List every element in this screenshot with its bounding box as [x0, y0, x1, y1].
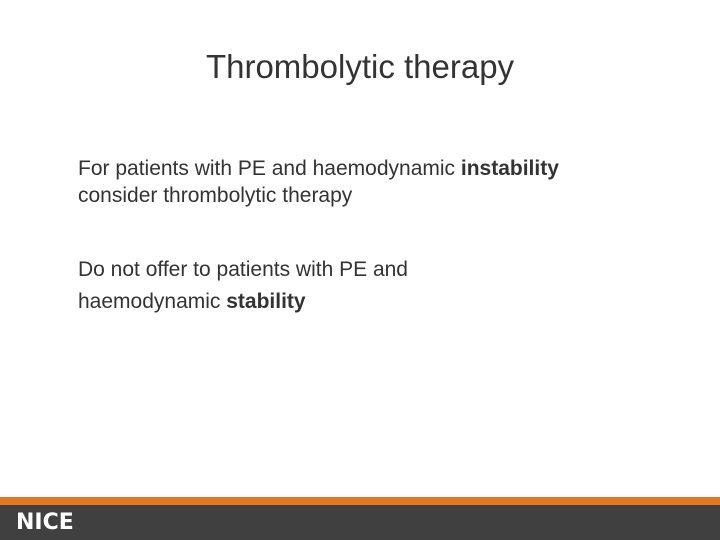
- paragraph-stability-line2: haemodynamic: [78, 290, 227, 313]
- instability-emphasis: instability: [460, 157, 559, 180]
- paragraph-instability-continuation: consider thrombolytic therapy: [78, 184, 353, 207]
- slide-title: Thrombolytic therapy: [205, 48, 515, 85]
- paragraph-instability-text: For patients with PE and haemodynamic: [78, 157, 461, 180]
- accent-bar: [0, 497, 720, 505]
- footer-bar: [0, 505, 720, 540]
- paragraph-stability-line1: Do not offer to patients with PE and: [78, 258, 408, 281]
- nice-logo: NICE: [16, 510, 74, 535]
- paragraph-stability: [78, 254, 678, 318]
- stability-emphasis: stability: [226, 290, 306, 313]
- paragraph-instability: [78, 155, 678, 209]
